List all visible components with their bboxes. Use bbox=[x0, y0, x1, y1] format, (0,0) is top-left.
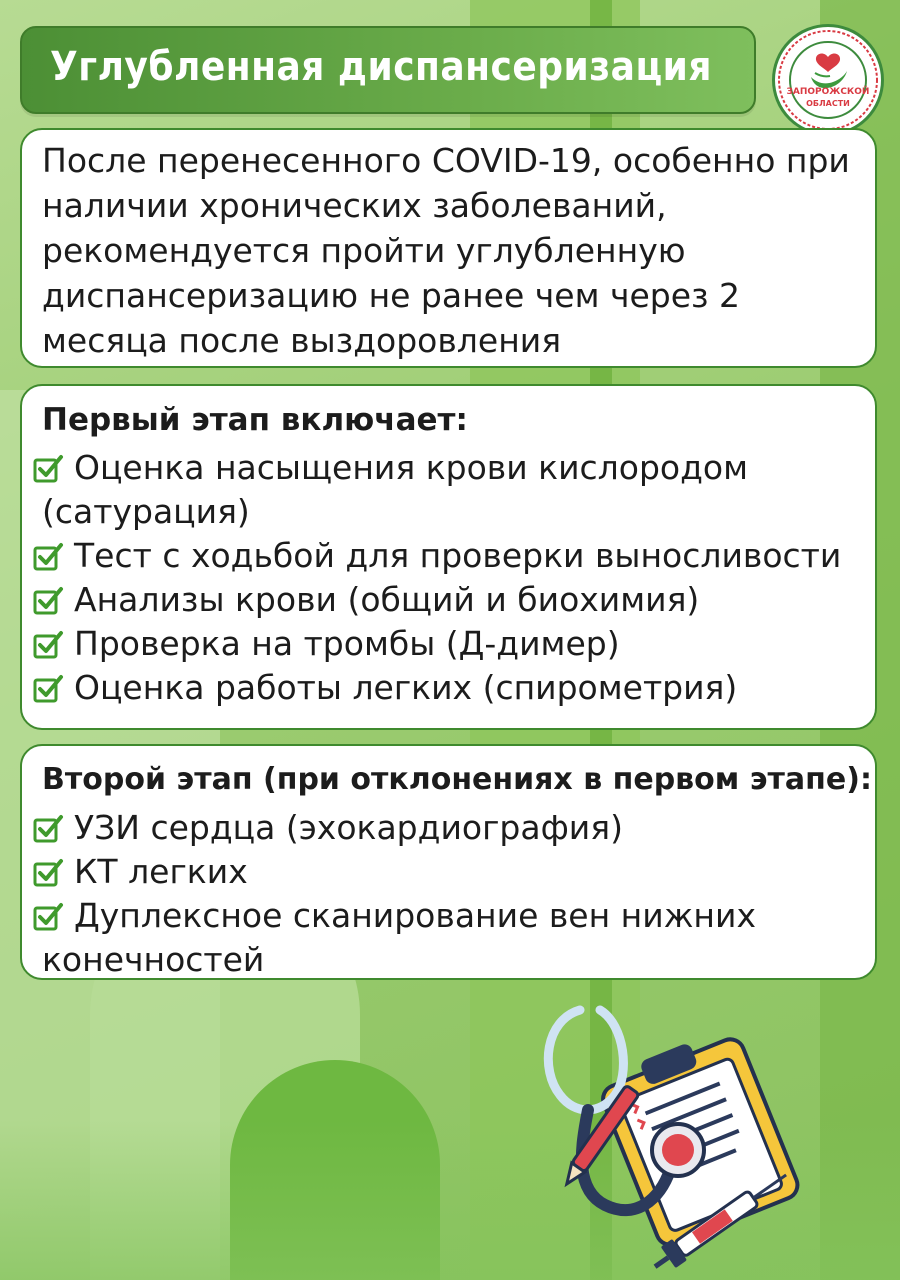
heart-hands-icon bbox=[775, 27, 881, 133]
intro-line: После перенесенного COVID-19, особенно при bbox=[42, 141, 850, 180]
title-banner bbox=[20, 26, 756, 114]
stage2-heading: Второй этап (при отклонениях в первом этапе): bbox=[42, 762, 872, 797]
checkbox-checked-icon bbox=[32, 541, 64, 573]
list-item bbox=[32, 578, 872, 622]
list-item-text-continued: (сатурация) bbox=[42, 492, 250, 531]
list-item bbox=[32, 666, 872, 710]
intro-card bbox=[20, 128, 877, 368]
medical-illustration bbox=[520, 990, 810, 1270]
list-item-text: Анализы крови (общий и биохимия) bbox=[74, 580, 700, 619]
logo bbox=[772, 24, 884, 136]
checkbox-checked-icon bbox=[32, 901, 64, 933]
list-item bbox=[32, 850, 872, 894]
list-item-text: Проверка на тромбы (Д-димер) bbox=[74, 624, 620, 663]
stage2-card bbox=[20, 744, 877, 980]
list-item-text: Оценка работы легких (спирометрия) bbox=[74, 668, 738, 707]
list-item-text: КТ легких bbox=[74, 852, 248, 891]
list-item bbox=[32, 534, 872, 578]
intro-line: диспансеризацию не ранее чем через 2 bbox=[42, 276, 741, 315]
stage2-list bbox=[32, 806, 872, 982]
stethoscope-icon bbox=[548, 1010, 623, 1110]
page-title: Углубленная диспансеризация bbox=[50, 44, 712, 90]
logo-text-line2: ОБЛАСТИ bbox=[806, 99, 850, 108]
list-item-text: Дуплексное сканирование вен нижних bbox=[74, 896, 756, 935]
list-item-text: Оценка насыщения крови кислородом bbox=[74, 448, 749, 487]
checkbox-checked-icon bbox=[32, 585, 64, 617]
list-item-text-continued: конечностей bbox=[42, 940, 265, 979]
intro-line: месяца после выздоровления bbox=[42, 321, 562, 360]
list-item-text: Тест с ходьбой для проверки выносливости bbox=[74, 536, 842, 575]
checkbox-checked-icon bbox=[32, 453, 64, 485]
checkbox-checked-icon bbox=[32, 673, 64, 705]
list-item-text: УЗИ сердца (эхокардиография) bbox=[74, 808, 623, 847]
stage1-list bbox=[32, 446, 872, 710]
stage1-heading: Первый этап включает: bbox=[42, 402, 468, 438]
checkbox-checked-icon bbox=[32, 813, 64, 845]
checkbox-checked-icon bbox=[32, 629, 64, 661]
intro-line: рекомендуется пройти углубленную bbox=[42, 231, 686, 270]
list-item bbox=[32, 446, 872, 534]
list-item bbox=[32, 806, 872, 850]
logo-text-line1: ЗАПОРОЖСКОЙ bbox=[786, 87, 870, 97]
list-item bbox=[32, 622, 872, 666]
list-item bbox=[32, 894, 872, 982]
intro-line: наличии хронических заболеваний, bbox=[42, 186, 667, 225]
intro-paragraph bbox=[42, 138, 862, 363]
stage1-card bbox=[20, 384, 877, 730]
checkbox-checked-icon bbox=[32, 857, 64, 889]
